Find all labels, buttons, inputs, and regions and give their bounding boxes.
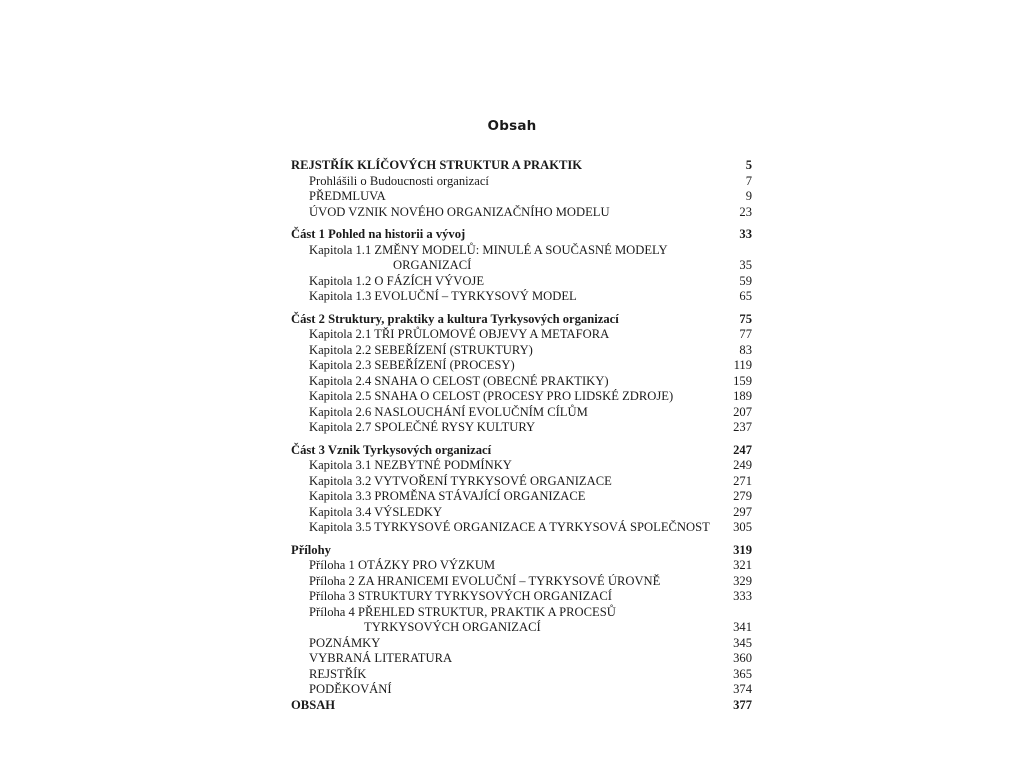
toc-entry-page: 207: [733, 404, 752, 419]
toc-entry-title: ÚVOD VZNIK NOVÉHO ORGANIZAČNÍHO MODELU: [309, 204, 610, 219]
toc-entry-page: 5: [745, 158, 752, 172]
toc-entry-title: Kapitola 2.7 SPOLEČNÉ RYSY KULTURY: [309, 420, 536, 434]
toc-entry[interactable]: [291, 698, 752, 714]
toc-entry[interactable]: [291, 505, 752, 521]
toc-entry-title: Kapitola 2.3 SEBEŘÍZENÍ (PROCESY): [309, 358, 515, 372]
toc-entry-page: 33: [739, 227, 752, 241]
toc-section-intro: [291, 158, 752, 220]
toc-entry-page: 249: [733, 458, 752, 472]
toc-entry[interactable]: [291, 405, 752, 421]
toc-entry-title-line: TYRKYSOVÝCH ORGANIZACÍ: [364, 620, 541, 634]
toc-entry-title: Kapitola 1.3 EVOLUČNÍ – TYRKYSOVÝ MODEL: [309, 289, 577, 303]
toc-entry[interactable]: [291, 489, 752, 505]
toc-entry-page: 305: [733, 520, 752, 534]
toc-entry-page: 329: [733, 573, 752, 588]
toc-entry[interactable]: [291, 474, 752, 490]
toc-entry[interactable]: [291, 389, 752, 405]
toc-entry-title: REJSTŘÍK KLÍČOVÝCH STRUKTUR A PRAKTIK: [291, 158, 583, 172]
toc-entry-title: OBSAH: [291, 697, 336, 712]
toc-entry[interactable]: [291, 651, 752, 667]
toc-entry-page: 374: [733, 682, 752, 696]
toc-section-part-3: [291, 443, 752, 536]
toc-section-part-1: [291, 227, 752, 305]
toc-entry[interactable]: [291, 636, 752, 652]
toc-entry-page: 9: [745, 189, 752, 203]
toc-entry-title: Část 2 Struktury, praktiky a kultura Tyrkysových organizací: [291, 311, 619, 326]
toc-entry-page: 271: [733, 473, 752, 488]
toc-entry-page: 59: [739, 273, 752, 288]
toc-entry-page: 377: [733, 697, 752, 712]
toc-entry-page: 333: [733, 589, 752, 603]
toc-entry[interactable]: [291, 189, 752, 205]
toc-entry-title: [309, 243, 712, 274]
toc-entry-page: 65: [739, 289, 752, 303]
page-title: Obsah: [487, 118, 537, 134]
toc-entry-title: Kapitola 1.2 O FÁZÍCH VÝVOJE: [309, 273, 485, 288]
toc-entry-title-line: Příloha 4 PŘEHLED STRUKTUR, PRAKTIK A PROCESŮ: [309, 604, 616, 619]
toc-entry-page: 319: [733, 542, 752, 557]
toc-entry-title: [309, 605, 712, 636]
toc-entry-page: 159: [733, 373, 752, 388]
toc-entry-title: Kapitola 3.5 TYRKYSOVÉ ORGANIZACE A TYRKYSOVÁ SPOLEČNOST: [309, 520, 710, 534]
toc-entry[interactable]: [291, 174, 752, 190]
toc-entry[interactable]: [291, 520, 752, 536]
toc-entry-title: Kapitola 2.2 SEBEŘÍZENÍ (STRUKTURY): [309, 342, 533, 357]
toc-entry-page: 365: [733, 666, 752, 681]
toc-entry-page: 360: [733, 651, 752, 665]
table-of-contents: [291, 158, 752, 720]
toc-entry-title: Kapitola 2.5 SNAHA O CELOST (PROCESY PRO LIDSKÉ ZDROJE): [309, 389, 674, 403]
toc-entry[interactable]: [291, 158, 752, 174]
toc-entry-title: Kapitola 3.1 NEZBYTNÉ PODMÍNKY: [309, 458, 512, 472]
toc-entry-title: Kapitola 3.3 PROMĚNA STÁVAJÍCÍ ORGANIZACE: [309, 489, 586, 503]
toc-entry-title-line: ORGANIZACÍ: [393, 258, 472, 272]
toc-entry-title: Kapitola 2.1 TŘI PRŮLOMOVÉ OBJEVY A METAFORA: [309, 327, 610, 341]
toc-part-heading[interactable]: [291, 227, 752, 243]
toc-entry[interactable]: [291, 458, 752, 474]
toc-entry-title: Příloha 3 STRUKTURY TYRKYSOVÝCH ORGANIZACÍ: [309, 589, 612, 603]
toc-entry[interactable]: [291, 358, 752, 374]
toc-entry-title: Kapitola 3.2 VYTVOŘENÍ TYRKYSOVÉ ORGANIZACE: [309, 473, 612, 488]
toc-entry-title: Kapitola 2.4 SNAHA O CELOST (OBECNÉ PRAKTIKY): [309, 373, 609, 388]
toc-entry-title: Prohlášili o Budoucnosti organizací: [309, 173, 489, 188]
toc-entry-title: Příloha 2 ZA HRANICEMI EVOLUČNÍ – TYRKYSOVÉ ÚROVNĚ: [309, 573, 661, 588]
toc-entry-page: 77: [739, 327, 752, 341]
toc-entry-page: 247: [733, 442, 752, 457]
toc-entry-title: Přílohy: [291, 542, 331, 557]
toc-entry-page: 7: [745, 173, 752, 188]
toc-entry[interactable]: [291, 289, 752, 305]
toc-entry-page: 237: [733, 420, 752, 434]
toc-entry[interactable]: [291, 574, 752, 590]
toc-entry-page: 297: [733, 504, 752, 519]
toc-entry[interactable]: [291, 420, 752, 436]
toc-entry-title: POZNÁMKY: [309, 635, 381, 650]
toc-part-heading[interactable]: [291, 312, 752, 328]
toc-entry-page: 279: [733, 489, 752, 503]
toc-section-appendices: [291, 543, 752, 714]
toc-entry[interactable]: [291, 327, 752, 343]
toc-entry-page: 75: [739, 311, 752, 326]
toc-entry[interactable]: [291, 274, 752, 290]
toc-entry-title: Část 3 Vznik Tyrkysových organizací: [291, 442, 492, 457]
toc-entry-page: 119: [733, 358, 752, 372]
toc-entry[interactable]: [291, 343, 752, 359]
toc-entry-title: Část 1 Pohled na historii a vývoj: [291, 227, 466, 241]
toc-entry[interactable]: [291, 667, 752, 683]
toc-entry-page: 345: [733, 635, 752, 650]
toc-entry-title: VYBRANÁ LITERATURA: [309, 651, 453, 665]
toc-entry[interactable]: [291, 205, 752, 221]
toc-section-part-2: [291, 312, 752, 436]
toc-entry-title: Kapitola 3.4 VÝSLEDKY: [309, 504, 443, 519]
toc-entry-title: REJSTŘÍK: [309, 666, 367, 681]
toc-entry[interactable]: [291, 605, 752, 636]
toc-entry-page: 83: [739, 342, 752, 357]
toc-part-heading[interactable]: [291, 543, 752, 559]
toc-entry-page: 321: [733, 558, 752, 572]
toc-entry-page: 35: [739, 258, 752, 272]
toc-entry-title: PODĚKOVÁNÍ: [309, 682, 392, 696]
toc-entry-title-line: Kapitola 1.1 ZMĚNY MODELŮ: MINULÉ A SOUČASNÉ MODELY: [309, 242, 668, 257]
toc-entry[interactable]: [291, 589, 752, 605]
toc-entry[interactable]: [291, 243, 752, 274]
toc-entry-title: Příloha 1 OTÁZKY PRO VÝZKUM: [309, 558, 496, 572]
toc-entry-title: Kapitola 2.6 NASLOUCHÁNÍ EVOLUČNÍM CÍLŮM: [309, 404, 588, 419]
toc-entry-page: 341: [733, 620, 752, 634]
toc-entry-page: 23: [739, 204, 752, 219]
toc-entry[interactable]: [291, 682, 752, 698]
toc-entry-title: PŘEDMLUVA: [309, 189, 386, 203]
toc-entry[interactable]: [291, 558, 752, 574]
toc-entry[interactable]: [291, 374, 752, 390]
toc-entry-page: 189: [733, 389, 752, 403]
toc-part-heading[interactable]: [291, 443, 752, 459]
